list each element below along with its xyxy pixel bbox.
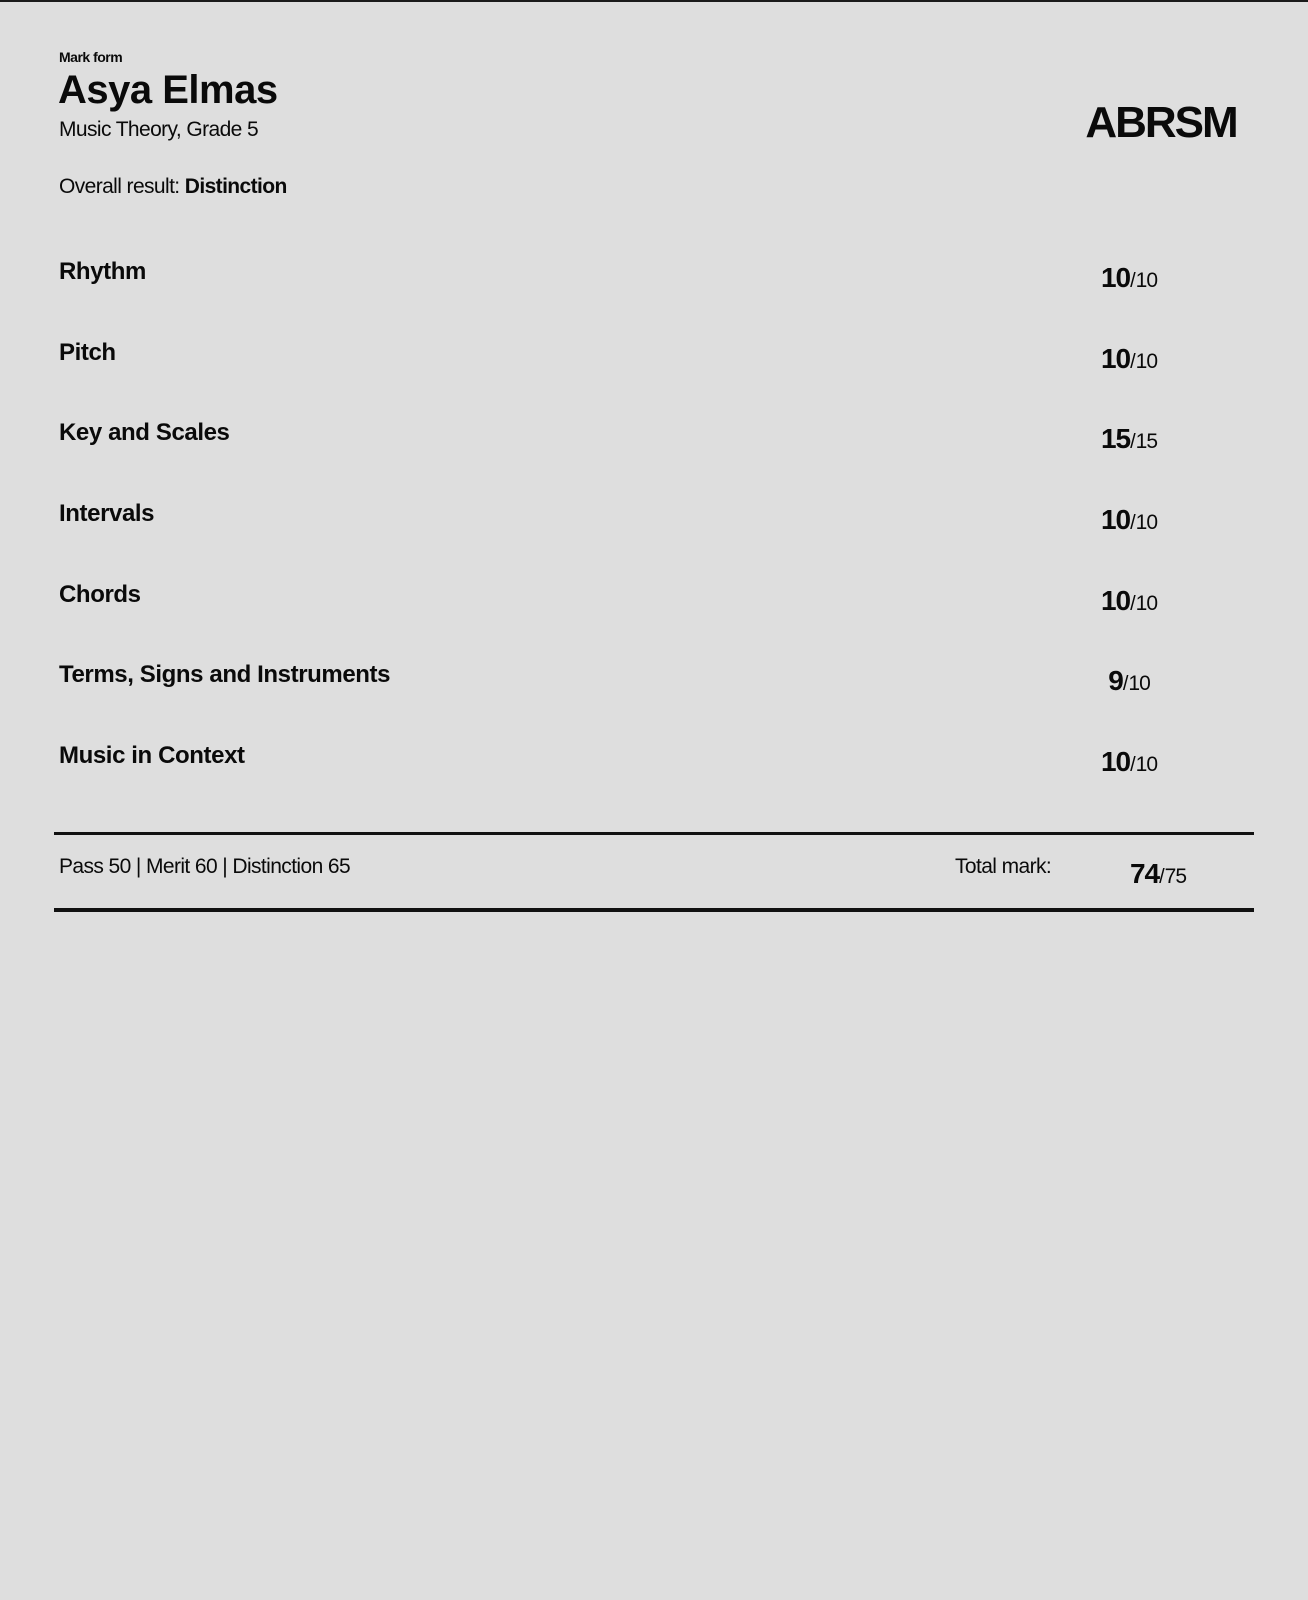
score-separator: / <box>1130 270 1136 292</box>
total-mark-label: Total mark: <box>955 855 1052 878</box>
grade-thresholds: Pass 50 | Merit 60 | Distinction 65 <box>59 855 351 878</box>
candidate-name: Asya Elmas <box>58 68 278 112</box>
section-score <box>1059 585 1199 617</box>
section-label: Terms, Signs and Instruments <box>59 661 391 689</box>
section-row-pitch <box>59 339 1199 420</box>
score-separator: / <box>1130 754 1136 777</box>
form-eyebrow: Mark form <box>59 49 123 65</box>
section-mark: 10 <box>1100 746 1131 778</box>
section-mark: 15 <box>1100 423 1131 455</box>
section-label: Key and Scales <box>59 419 230 447</box>
section-max: 10 <box>1135 349 1158 373</box>
section-max: 10 <box>1135 511 1158 535</box>
overall-result <box>59 175 287 199</box>
section-row-key-and-scales <box>59 419 1199 500</box>
section-row-chords <box>59 581 1199 662</box>
score-separator: / <box>1130 350 1136 373</box>
section-max: 10 <box>1135 591 1158 615</box>
score-separator: / <box>1130 512 1136 535</box>
section-score <box>1059 262 1199 294</box>
section-label: Pitch <box>59 338 116 366</box>
section-label: Music in Context <box>59 742 245 770</box>
section-mark: 10 <box>1100 342 1131 374</box>
section-score <box>1059 343 1199 375</box>
score-separator: / <box>1122 673 1129 696</box>
total-mark-max: 75 <box>1164 865 1187 888</box>
section-max: 10 <box>1135 269 1158 292</box>
section-mark: 10 <box>1100 262 1131 293</box>
section-row-terms-signs-instruments <box>59 661 1199 742</box>
overall-result-value: Distinction <box>184 175 287 198</box>
total-top-divider <box>54 832 1254 835</box>
section-max: 10 <box>1128 672 1150 696</box>
section-mark: 10 <box>1100 584 1131 616</box>
overall-result-label: Overall result: <box>59 175 180 198</box>
total-score <box>1088 858 1228 890</box>
score-separator: / <box>1130 431 1136 454</box>
section-label: Intervals <box>59 500 155 528</box>
section-label: Rhythm <box>59 258 146 285</box>
score-separator: / <box>1130 592 1136 615</box>
exam-subject: Music Theory, Grade 5 <box>59 118 259 141</box>
section-label: Chords <box>59 580 141 608</box>
section-row-intervals <box>59 500 1199 581</box>
section-max: 10 <box>1135 753 1158 777</box>
section-mark: 9 <box>1108 665 1123 697</box>
section-score <box>1059 665 1199 697</box>
section-row-rhythm <box>59 258 1199 339</box>
section-score <box>1059 423 1199 455</box>
section-max: 15 <box>1135 430 1158 454</box>
section-marks-list <box>59 258 1199 823</box>
score-separator: / <box>1159 866 1165 888</box>
section-score <box>1059 504 1199 536</box>
total-bottom-divider <box>54 908 1254 912</box>
section-score <box>1059 746 1199 778</box>
abrsm-logo: ABRSM <box>1085 98 1237 147</box>
section-row-music-in-context <box>59 742 1199 823</box>
section-mark: 10 <box>1100 504 1131 536</box>
total-mark-value: 74 <box>1129 858 1160 889</box>
